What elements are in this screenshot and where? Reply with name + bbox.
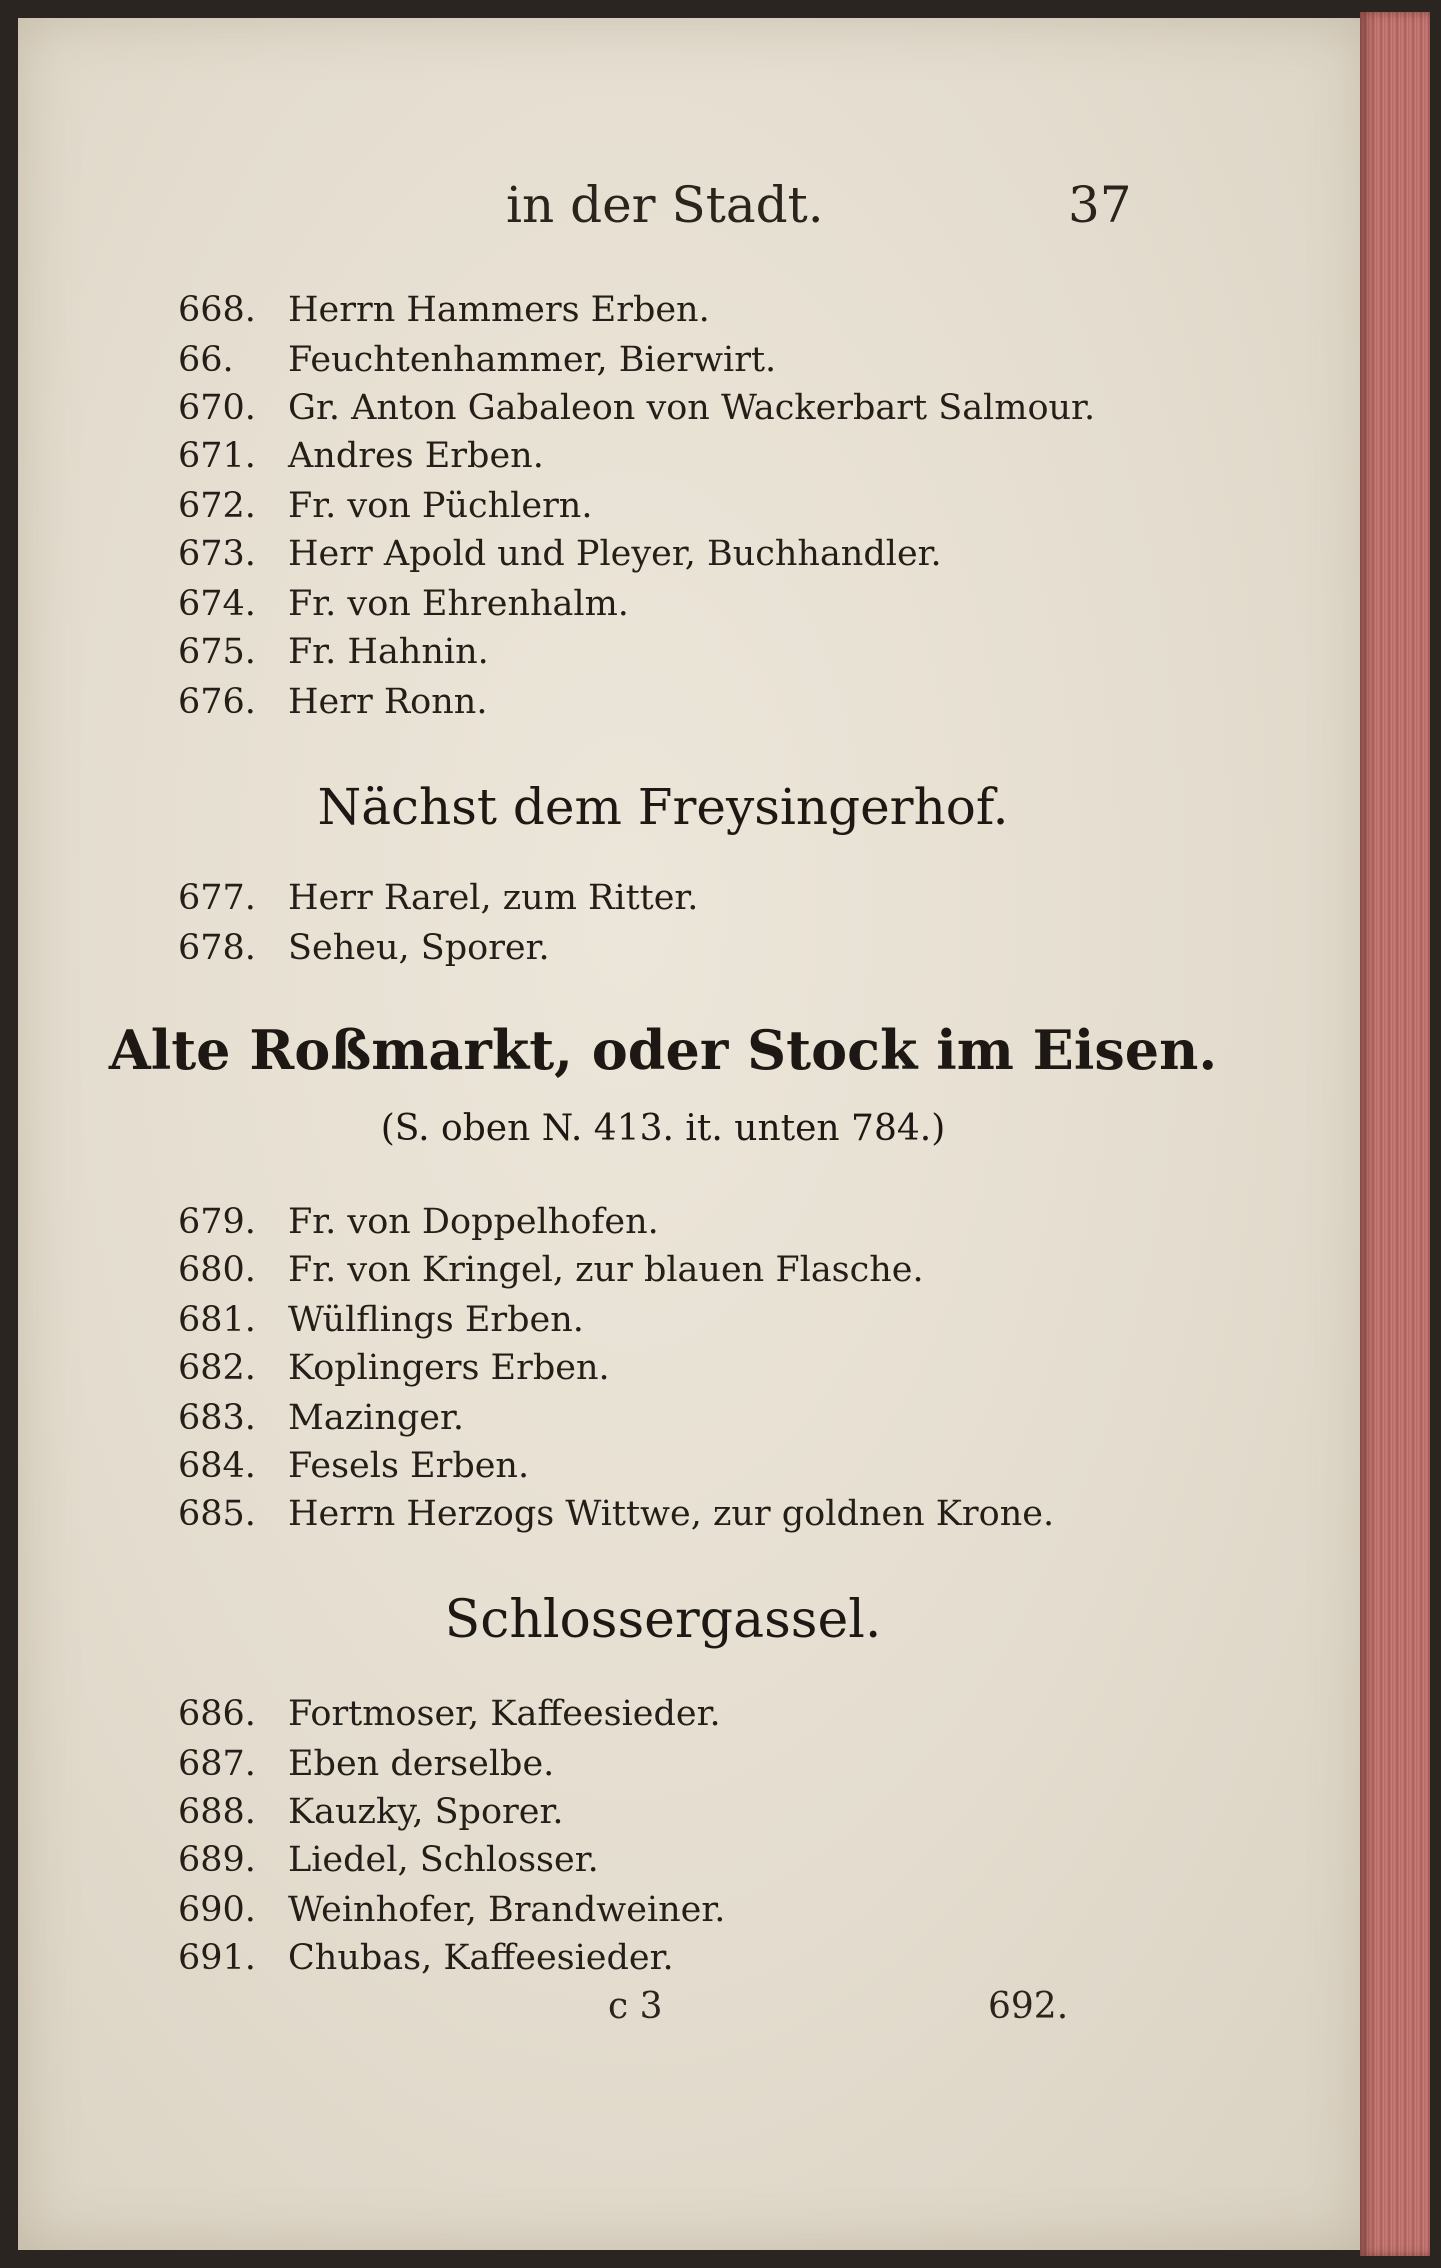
house-number: 689. (178, 1840, 256, 1880)
house-number: 668. (178, 290, 256, 330)
entry-text: Fr. von Ehrenhalm. (288, 584, 629, 624)
entry-text: Fesels Erben. (288, 1446, 530, 1486)
section-heading: Nächst dem Freysingerhof. (317, 778, 1009, 836)
house-number: 690. (178, 1890, 256, 1930)
list-item (178, 1398, 464, 1438)
entry-text: Seheu, Sporer. (288, 928, 550, 968)
entry-text: Fortmoser, Kaffeesieder. (288, 1694, 721, 1734)
list-item (178, 1890, 725, 1930)
entry-text: Mazinger. (288, 1398, 465, 1438)
list-item (178, 632, 489, 672)
list-item (178, 436, 544, 476)
entry-text: Feuchtenhammer, Bierwirt. (288, 340, 777, 380)
section-heading: Alte Roßmarkt, oder Stock im Eisen. (108, 1018, 1218, 1082)
list-item (178, 1348, 610, 1388)
house-number: 683. (178, 1398, 256, 1438)
entry-text: Fr. von Doppelhofen. (288, 1202, 659, 1242)
house-number: 681. (178, 1300, 256, 1340)
house-number: 687. (178, 1744, 256, 1784)
entry-text: Herr Apold und Pleyer, Buchhandler. (288, 534, 942, 574)
list-item (178, 1300, 584, 1340)
entry-text: Chubas, Kaffeesieder. (288, 1938, 674, 1978)
entry-text: Gr. Anton Gabaleon von Wackerbart Salmour. (288, 388, 1096, 428)
entry-text: Koplingers Erben. (288, 1348, 610, 1388)
list-item (178, 388, 1095, 428)
entry-text: Eben derselbe. (288, 1744, 555, 1784)
house-number: 684. (178, 1446, 256, 1486)
list-item (178, 682, 487, 722)
entry-text: Fr. von Kringel, zur blauen Flasche. (288, 1250, 924, 1290)
list-item (178, 340, 776, 380)
list-item (178, 1202, 659, 1242)
house-number: 674. (178, 584, 256, 624)
house-number: 680. (178, 1250, 256, 1290)
house-number: 676. (178, 682, 256, 722)
entry-text: Herr Rarel, zum Ritter. (288, 878, 699, 918)
entry-text: Fr. Hahnin. (288, 632, 489, 672)
list-item (178, 1446, 529, 1486)
list-item (178, 878, 698, 918)
list-item (178, 1694, 721, 1734)
house-number: 671. (178, 436, 256, 476)
house-number: 672. (178, 486, 256, 526)
entry-text: Kauzky, Sporer. (288, 1792, 564, 1832)
house-number: 686. (178, 1694, 256, 1734)
entry-text: Andres Erben. (288, 436, 544, 476)
running-header: in der Stadt. (506, 176, 824, 234)
signature-mark: c 3 (608, 1986, 663, 2027)
entry-text: Herr Ronn. (288, 682, 488, 722)
list-item (178, 534, 942, 574)
entry-text: Wülflings Erben. (288, 1300, 584, 1340)
list-item (178, 290, 710, 330)
list-item (178, 486, 592, 526)
list-item (178, 1840, 599, 1880)
list-item (178, 584, 629, 624)
house-number: 678. (178, 928, 256, 968)
book-edge (1360, 12, 1430, 2256)
house-number: 679. (178, 1202, 256, 1242)
list-item (178, 928, 550, 968)
catchword: 692. (988, 1986, 1069, 2027)
house-number: 682. (178, 1348, 256, 1388)
list-item (178, 1744, 554, 1784)
cross-reference-note: (S. oben N. 413. it. unten 784.) (380, 1108, 946, 1149)
house-number: 691. (178, 1938, 256, 1978)
entry-text: Herrn Hammers Erben. (288, 290, 710, 330)
entry-text: Herrn Herzogs Wittwe, zur goldnen Krone. (288, 1494, 1055, 1534)
page-number: 37 (1068, 176, 1132, 234)
house-number: 66. (178, 340, 234, 380)
entry-text: Weinhofer, Brandweiner. (288, 1890, 726, 1930)
house-number: 677. (178, 878, 256, 918)
list-item (178, 1494, 1054, 1534)
house-number: 675. (178, 632, 256, 672)
book-page (18, 18, 1370, 2250)
list-item (178, 1250, 924, 1290)
entry-text: Fr. von Püchlern. (288, 486, 593, 526)
list-item (178, 1938, 674, 1978)
house-number: 673. (178, 534, 256, 574)
entry-text: Liedel, Schlosser. (288, 1840, 599, 1880)
list-item (178, 1792, 564, 1832)
house-number: 685. (178, 1494, 256, 1534)
section-heading: Schlossergassel. (444, 1590, 882, 1650)
house-number: 670. (178, 388, 256, 428)
house-number: 688. (178, 1792, 256, 1832)
